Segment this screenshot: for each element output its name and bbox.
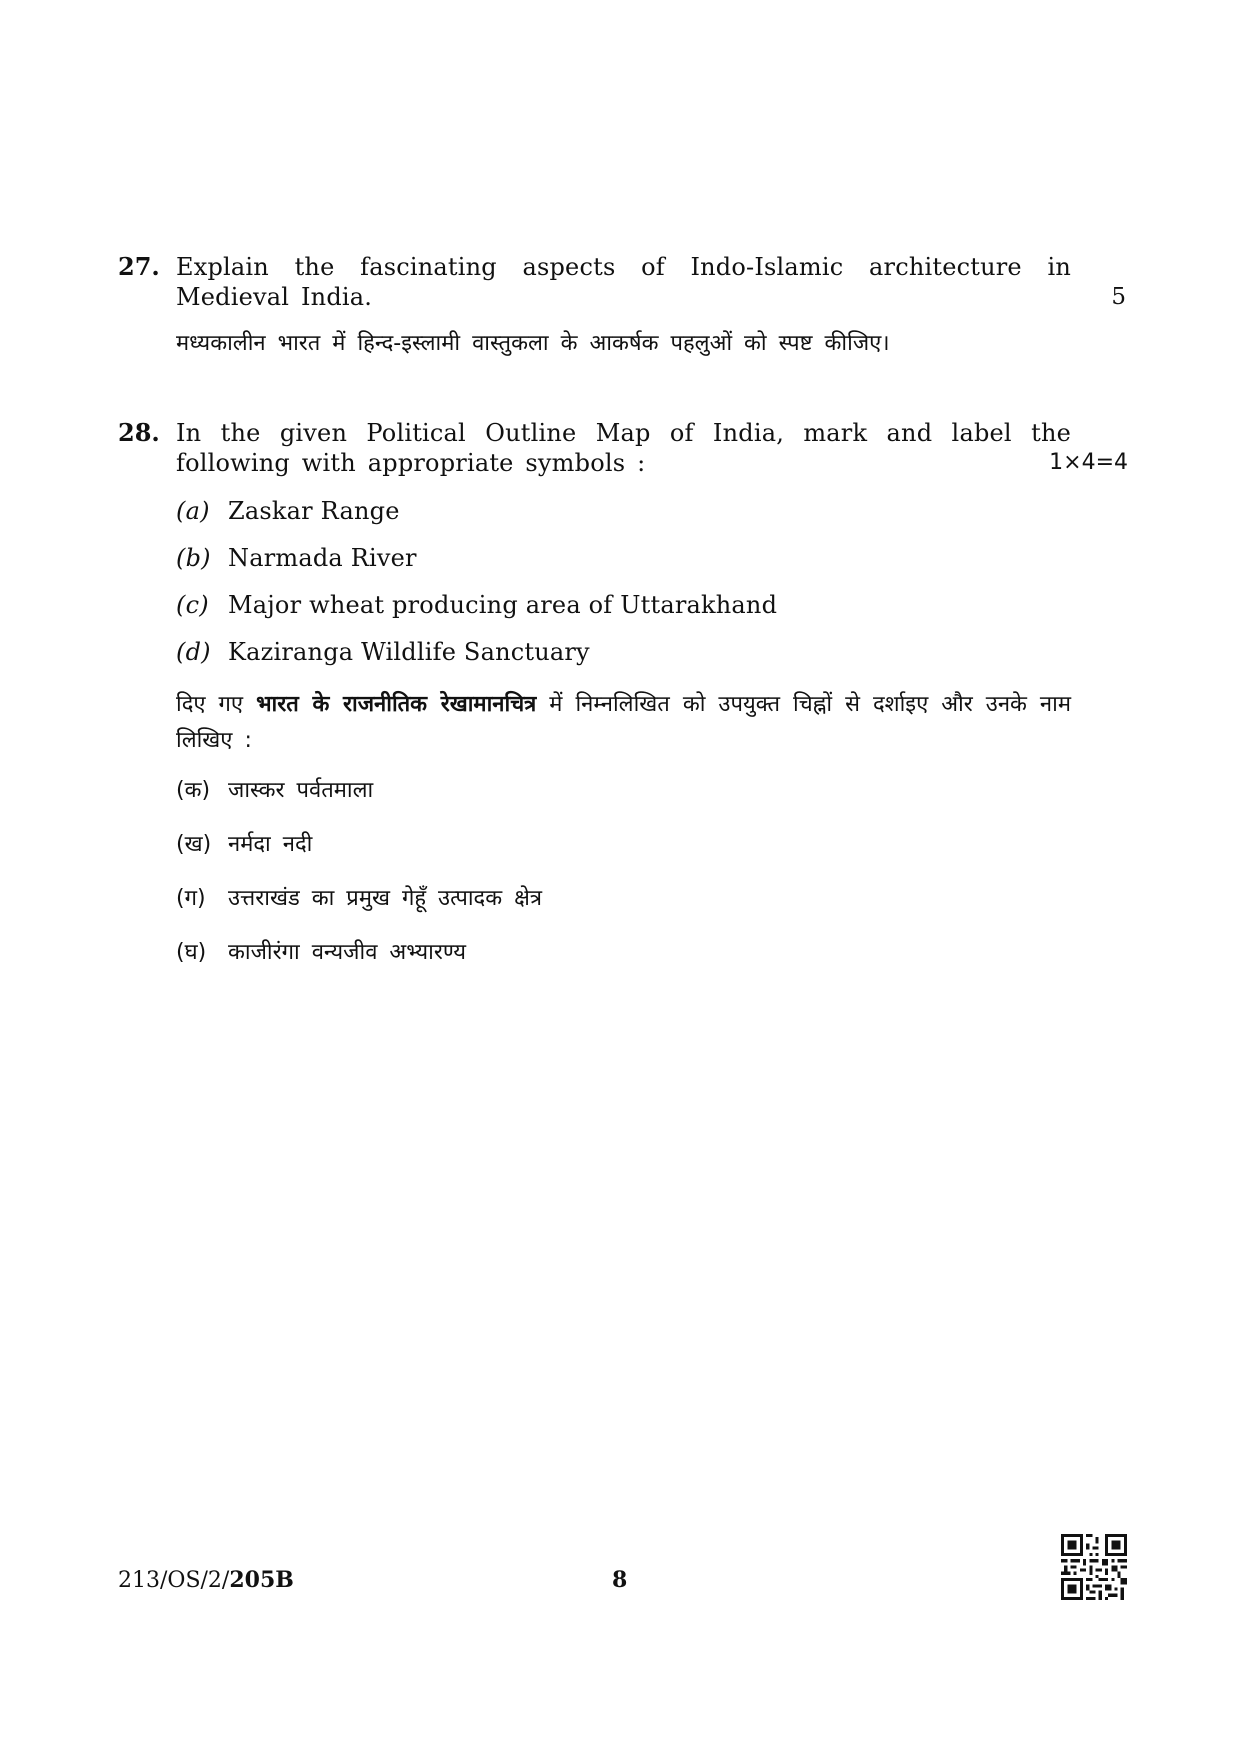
hindi-option-text: काजीरंगा वन्यजीव अभ्यारण्य [228, 940, 467, 965]
instruction-pre: दिए गए [176, 692, 257, 717]
hindi-option-text: नर्मदा नदी [228, 832, 313, 857]
question-28-header [118, 418, 1128, 478]
option-item [176, 543, 1128, 573]
hindi-option-item [176, 881, 1128, 917]
option-list [176, 496, 1128, 667]
option-text: Zaskar Range [228, 497, 400, 525]
hindi-option-text: उत्तराखंड का प्रमुख गेहूँ उत्पादक क्षेत्र [228, 886, 543, 911]
hindi-option-list [176, 773, 1128, 971]
option-item [176, 590, 1128, 620]
option-text: Major wheat producing area of Uttarakhand [228, 591, 778, 619]
question-marks: 5 [1111, 284, 1126, 310]
hindi-option-label: (ख) [176, 832, 212, 857]
paper-code-prefix: 213/OS/2/ [118, 1568, 230, 1593]
option-label: (c) [176, 591, 209, 619]
option-text: Narmada River [228, 544, 417, 572]
page-number: 8 [612, 1567, 628, 1593]
option-label: (a) [176, 497, 210, 525]
question-marks: 1×4=4 [1049, 450, 1128, 475]
question-28 [118, 418, 1128, 989]
question-text: In the given Political Outline Map of India, mark and label the following with appropriate symbols : [176, 419, 1071, 477]
hindi-option-text: जास्कर पर्वतमाला [228, 778, 374, 803]
question-number: 28. [118, 418, 160, 447]
instruction-bold: भारत के राजनीतिक रेखामानचित्र [256, 692, 537, 717]
question-text: Explain the fascinating aspects of Indo-Islamic architecture in Medieval India. [176, 253, 1071, 311]
hindi-option-item [176, 827, 1128, 863]
instruction-post: में निम्नलिखित को उपयुक्त चिह्नों से दर्शाइए और उनके नाम लिखिए : [176, 692, 1071, 753]
question-27-header [118, 252, 1128, 312]
qr-code-icon [1061, 1534, 1127, 1600]
hindi-option-item [176, 935, 1128, 971]
hindi-option-item [176, 773, 1128, 809]
hindi-option-label: (ग) [176, 886, 206, 911]
option-item [176, 637, 1128, 667]
hindi-option-label: (घ) [176, 940, 207, 965]
hindi-option-label: (क) [176, 778, 211, 803]
paper-code-bold: 205B [229, 1567, 294, 1593]
option-label: (b) [176, 544, 211, 572]
question-number: 27. [118, 252, 160, 281]
option-item [176, 496, 1128, 526]
option-text: Kaziranga Wildlife Sanctuary [228, 638, 590, 666]
question-text-hindi: मध्यकालीन भारत में हिन्द-इस्लामी वास्तुकला के आकर्षक पहलुओं को स्पष्ट कीजिए। [176, 331, 890, 356]
question-instruction-hindi [176, 687, 1071, 759]
question-27 [118, 252, 1128, 362]
paper-code [118, 1566, 294, 1595]
option-label: (d) [176, 638, 211, 666]
